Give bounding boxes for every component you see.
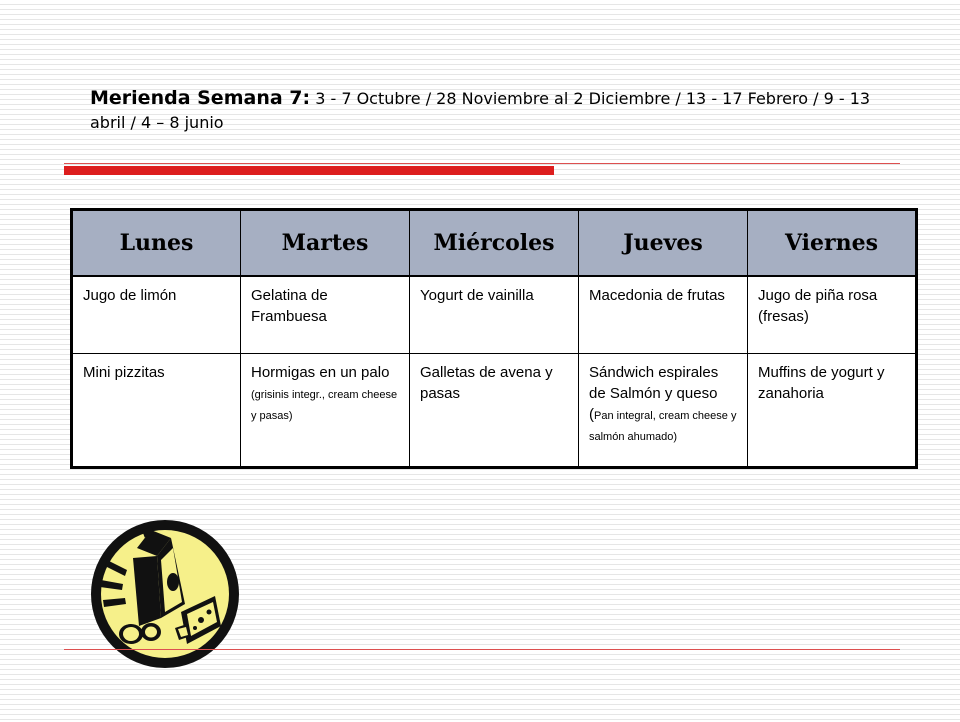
divider-thin [64,163,900,164]
header-lunes: Lunes [72,210,241,277]
header-martes: Martes [241,210,410,277]
cell-jueves-2-note: Pan integral, cream cheese y salmón ahumado) [589,410,737,443]
cell-martes-1: Gelatina de Frambuesa [241,276,410,354]
cell-jueves-2 [579,354,748,468]
cell-viernes-2: Muffins de yogurt y zanahoria [748,354,917,468]
snack-food-icon [87,508,247,718]
table-header-row [72,210,917,277]
page-title [90,86,890,135]
table-row [72,354,917,468]
cell-jueves-2-paren: ( [589,406,594,423]
cell-martes-2-main: Hormigas en un palo [251,364,390,381]
cell-jueves-2-main: Sándwich espirales de Salmón y queso [589,364,719,402]
cell-martes-2-note: (grisinis integr., cream cheese y pasas) [251,389,398,422]
cell-miercoles-2: Galletas de avena y pasas [410,354,579,468]
header-jueves: Jueves [579,210,748,277]
title-lead: Merienda Semana 7: [90,87,311,109]
cell-viernes-1: Jugo de piña rosa (fresas) [748,276,917,354]
divider-thick [64,166,554,175]
divider-bottom [64,649,900,650]
cell-martes-2 [241,354,410,468]
title-dates: 3 - 7 Octubre / 28 Noviembre al 2 Diciembre / 13 - 17 Febrero / 9 - 13 abril / 4 – 8 junio [90,89,871,132]
table-row [72,276,917,354]
cell-lunes-1: Jugo de limón [72,276,241,354]
header-miercoles: Miércoles [410,210,579,277]
header-viernes: Viernes [748,210,917,277]
cell-jueves-1: Macedonia de frutas [579,276,748,354]
snack-menu-table [70,208,918,469]
cell-miercoles-1: Yogurt de vainilla [410,276,579,354]
cell-lunes-2: Mini pizzitas [72,354,241,468]
